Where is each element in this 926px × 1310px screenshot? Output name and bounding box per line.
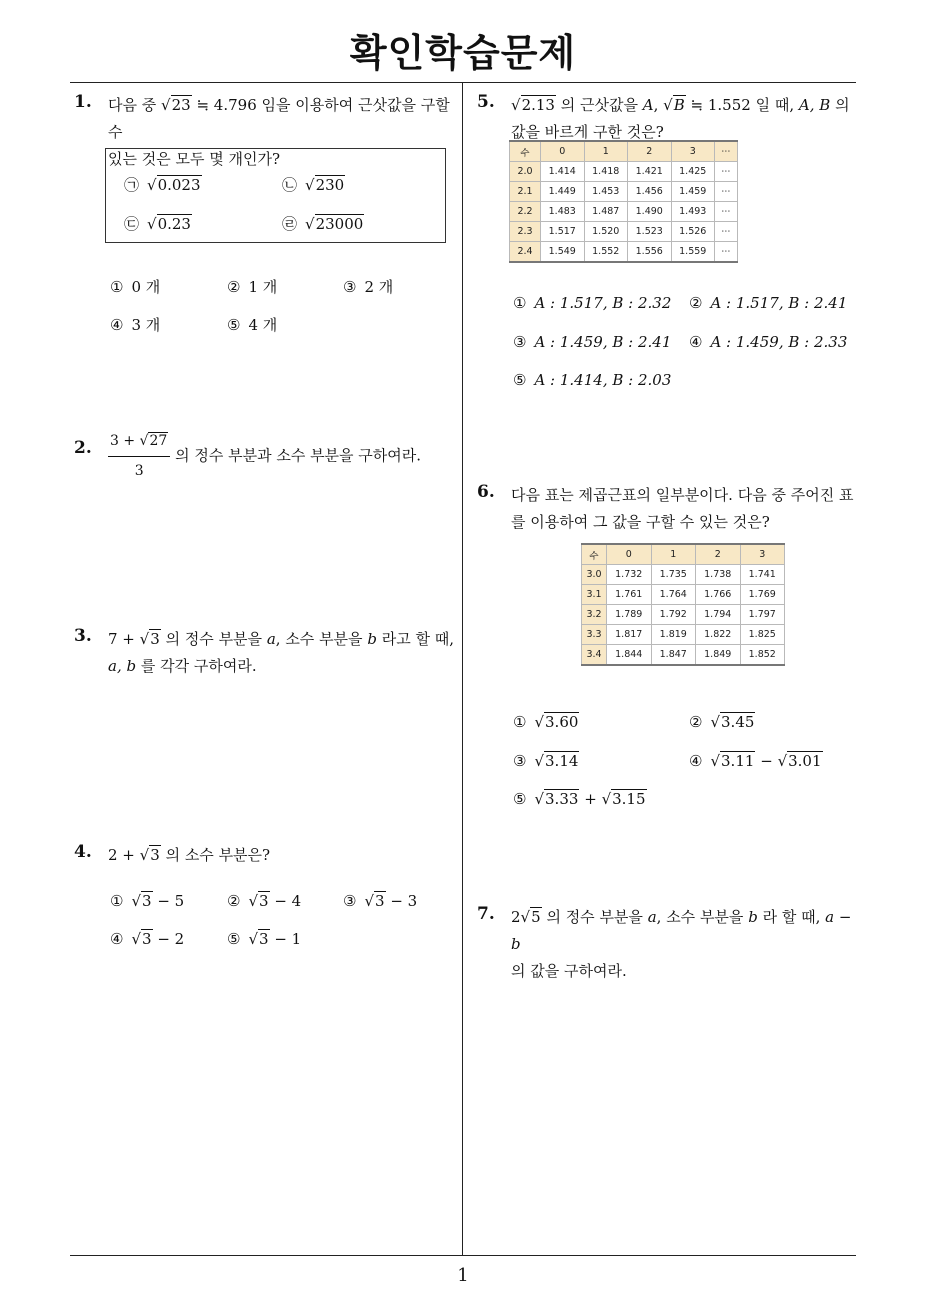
answer-option[interactable]: ① A : 1.517, B : 2.32: [513, 294, 672, 312]
question-text: 다음 중 √23 ≒ 4.796 임을 이용하여 근삿값을 구할 수 있는 것은 모두 몇 개인가?: [108, 92, 459, 173]
table-header-row: 수 0 1 2 3 ⋯: [510, 141, 738, 162]
table-row: 3.2 1.789 1.792 1.794 1.797: [582, 605, 785, 625]
box-item: ㉡ √230: [282, 176, 345, 194]
answer-option[interactable]: ② √3 − 4: [227, 892, 302, 910]
question-text: 7 + √3 의 정수 부분을 a, 소수 부분을 b 라고 할 때, a, b 를 각각 구하여라.: [108, 630, 454, 675]
answer-option[interactable]: ⑤ √3.33 + √3.15: [513, 790, 646, 808]
page-number: 1: [457, 1265, 469, 1286]
answer-option[interactable]: ④ 3 개: [110, 316, 161, 334]
question-text: 다음 표는 제곱근표의 일부분이다. 다음 중 주어진 표 를 이용하여 그 값을 구할 수 있는 것은?: [511, 486, 854, 531]
table-row: 3.4 1.844 1.847 1.849 1.852: [582, 645, 785, 666]
question-text: 2 + √3 의 소수 부분은?: [108, 846, 271, 864]
table-row: 3.1 1.761 1.764 1.766 1.769: [582, 585, 785, 605]
table-row: 2.3 1.517 1.520 1.523 1.526 ⋯: [510, 222, 738, 242]
answer-option[interactable]: ④ A : 1.459, B : 2.33: [689, 333, 848, 351]
table-row: 3.3 1.817 1.819 1.822 1.825: [582, 625, 785, 645]
column-divider: [462, 82, 463, 1255]
question-number: 2.: [74, 438, 92, 458]
square-root-table: [509, 140, 738, 263]
answer-option[interactable]: ⑤ A : 1.414, B : 2.03: [513, 371, 672, 389]
answer-option[interactable]: ② A : 1.517, B : 2.41: [689, 294, 848, 312]
box-item: ㉠ √0.023: [124, 176, 201, 194]
question-text: √2.13 의 근삿값을 A, √B ≒ 1.552 일 때, A, B 의 값을 바르게 구한 것은?: [511, 96, 850, 141]
answer-option[interactable]: ① 0 개: [110, 278, 161, 296]
sqrt-expression: √23: [161, 96, 191, 114]
box-item: ㉣ √23000: [282, 215, 364, 233]
question-number: 1.: [74, 92, 92, 112]
question-number: 7.: [477, 904, 495, 924]
question-text: 2√5 의 정수 부분을 a, 소수 부분을 b 라 할 때, a − b 의 값을 구하여라.: [511, 908, 852, 980]
bottom-rule: [70, 1255, 856, 1256]
question-number: 6.: [477, 482, 495, 502]
table-row: 3.0 1.732 1.735 1.738 1.741: [582, 565, 785, 585]
table-row: 2.0 1.414 1.418 1.421 1.425 ⋯: [510, 162, 738, 182]
answer-option[interactable]: ③ A : 1.459, B : 2.41: [513, 333, 672, 351]
table-row: 2.4 1.549 1.552 1.556 1.559 ⋯: [510, 242, 738, 263]
table-row: 2.1 1.449 1.453 1.456 1.459 ⋯: [510, 182, 738, 202]
question-number: 5.: [477, 92, 495, 112]
answer-option[interactable]: ① √3.60: [513, 713, 579, 731]
page-title: 확인학습문제: [349, 31, 577, 75]
answer-option[interactable]: ③ √3.14: [513, 752, 579, 770]
answer-option[interactable]: ④ √3.11 − √3.01: [689, 752, 822, 770]
answer-option[interactable]: ⑤ 4 개: [227, 316, 278, 334]
answer-option[interactable]: ① √3 − 5: [110, 892, 185, 910]
top-rule: [70, 82, 856, 83]
question-number: 4.: [74, 842, 92, 862]
box-item: ㉢ √0.23: [124, 215, 191, 233]
square-root-table: [581, 543, 785, 666]
table-row: 2.2 1.483 1.487 1.490 1.493 ⋯: [510, 202, 738, 222]
question-number: 3.: [74, 626, 92, 646]
answer-option[interactable]: ④ √3 − 2: [110, 930, 185, 948]
answer-option[interactable]: ③ 2 개: [343, 278, 394, 296]
answer-option[interactable]: ② 1 개: [227, 278, 278, 296]
answer-option[interactable]: ③ √3 − 3: [343, 892, 418, 910]
table-header-row: 수 0 1 2 3: [582, 544, 785, 565]
fraction: $\frac{3 + √27}{3}$: [108, 428, 170, 485]
answer-option[interactable]: ⑤ √3 − 1: [227, 930, 302, 948]
answer-option[interactable]: ② √3.45: [689, 713, 755, 731]
question-text: $\frac{3 + √27}{3}$ 의 정수 부분과 소수 부분을 구하여라.: [108, 428, 421, 485]
choices-box: [105, 148, 446, 243]
